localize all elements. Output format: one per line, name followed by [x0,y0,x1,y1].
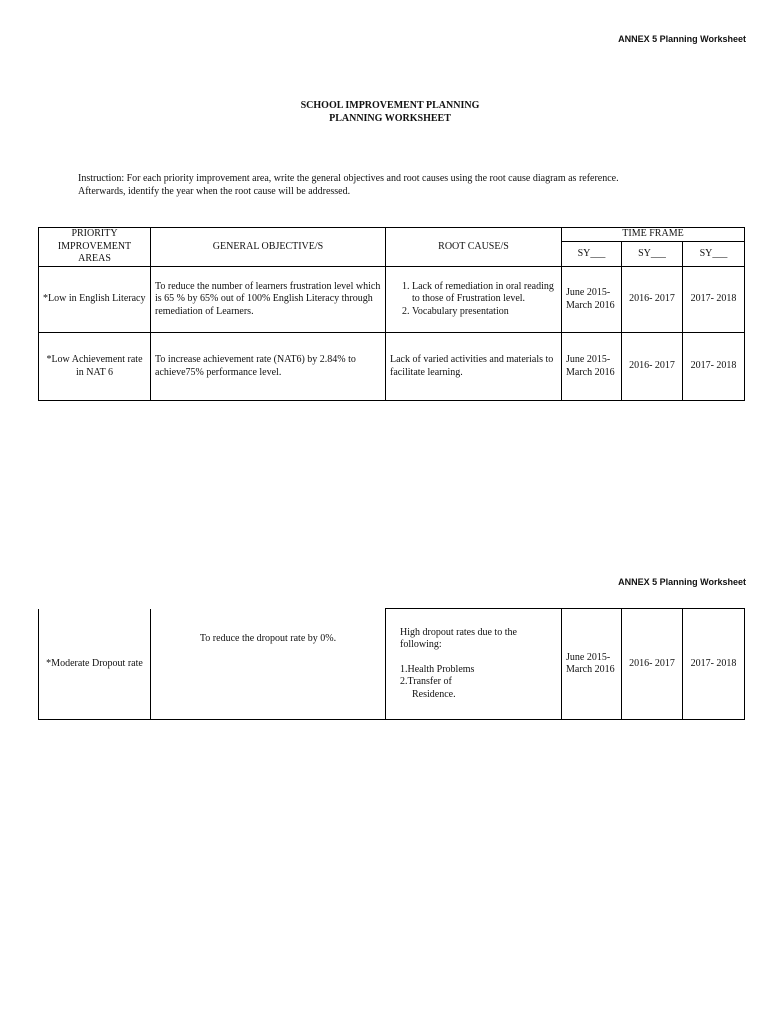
root-cause-item: 1.Health Problems [400,663,475,675]
time-frame-year-2: 2016- 2017 [622,333,683,401]
annex-label: ANNEX 5 Planning Worksheet [618,34,746,44]
objective-cell: To reduce the dropout rate by 0%. [151,609,386,720]
time-frame-year-3: 2017- 2018 [683,267,745,333]
header-sy-1: SY___ [562,242,622,267]
root-cause-item: 2.Transfer of [400,676,452,688]
page-title: SCHOOL IMPROVEMENT PLANNING [300,100,480,111]
root-cause-item: 1. Lack of remediation in oral reading to those of Frustration level. [412,281,557,306]
header-sy-3: SY___ [683,242,745,267]
time-frame-year-1: June 2015- March 2016 [562,333,622,401]
root-cause-item-continued: Residence. [412,688,456,700]
header-priority-areas: PRIORITY IMPROVEMENT AREAS [39,228,151,267]
objective-cell: To increase achievement rate (NAT6) by 2.84% to achieve75% performance level. [151,333,386,401]
root-cause-intro: High dropout rates due to the following: [400,626,517,651]
page-subtitle: PLANNING WORKSHEET [329,113,451,124]
header-general-objectives: GENERAL OBJECTIVE/S [151,228,386,267]
header-time-frame: TIME FRAME [562,228,745,242]
table-row [39,333,745,401]
table-row [39,609,745,720]
header-sy-2: SY___ [622,242,683,267]
priority-area-cell: *Low in English Literacy [39,267,151,333]
root-cause-item: 2. Vocabulary presentation [412,306,557,319]
header-root-causes: ROOT CAUSE/S [386,228,562,267]
root-cause-cell [386,609,562,720]
time-frame-year-3: 2017- 2018 [683,609,745,720]
instruction-text-continued: Afterwards, identify the year when the root cause will be addressed. [78,186,351,197]
time-frame-year-2: 2016- 2017 [622,267,683,333]
instruction-text: Instruction: For each priority improvement area, write the general objectives and root causes using the root cause diagram as reference. [78,173,619,184]
root-cause-cell [386,267,562,333]
planning-worksheet-table-continued [38,608,745,720]
priority-area-cell: *Moderate Dropout rate [39,609,151,720]
root-cause-cell: Lack of varied activities and materials to facilitate learning. [386,333,562,401]
time-frame-year-3: 2017- 2018 [683,333,745,401]
table-row [39,267,745,333]
annex-label: ANNEX 5 Planning Worksheet [618,577,746,587]
priority-area-cell: *Low Achievement rate in NAT 6 [39,333,151,401]
time-frame-year-2: 2016- 2017 [622,609,683,720]
planning-worksheet-table [38,227,745,401]
root-cause-list [390,281,557,319]
time-frame-year-1: June 2015- March 2016 [562,267,622,333]
time-frame-year-1: June 2015- March 2016 [562,609,622,720]
objective-cell: To reduce the number of learners frustration level which is 65 % by 65% out of 100% English Literacy through remediation of Learners. [151,267,386,333]
